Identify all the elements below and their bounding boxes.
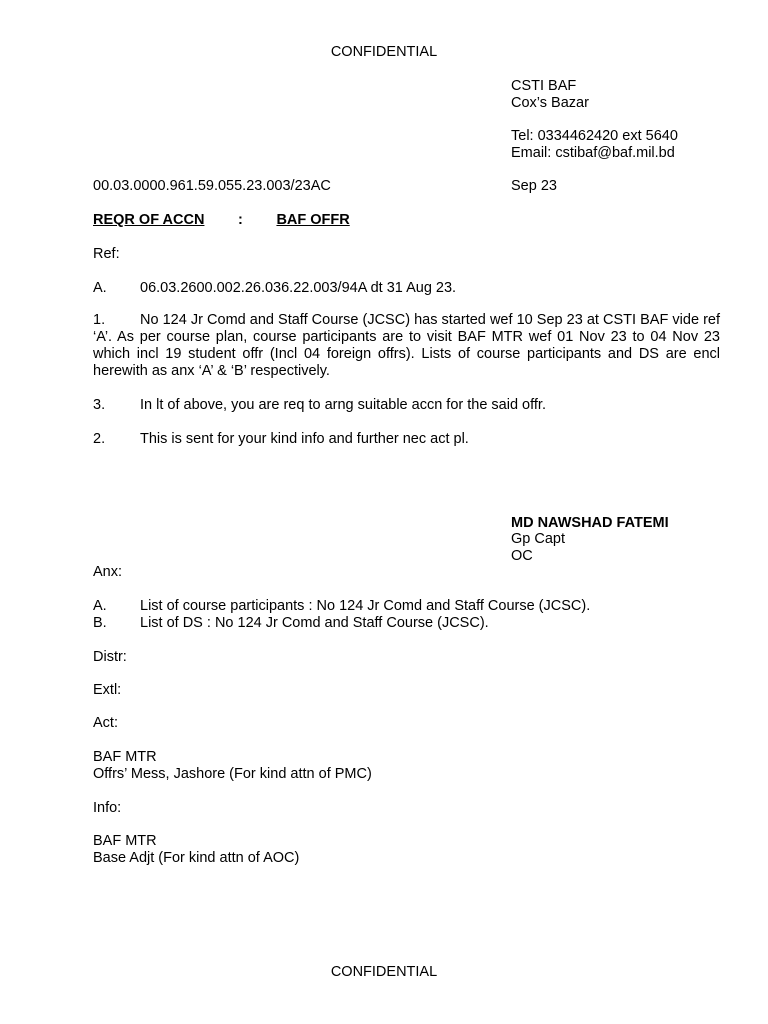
- paragraph-text: This is sent for your kind info and further nec act pl.: [140, 431, 469, 447]
- info-addressee: Base Adjt (For kind attn of AOC): [93, 850, 300, 866]
- info-addressee: BAF MTR: [93, 833, 157, 849]
- paragraph-number: 2.: [93, 431, 106, 447]
- body-paragraph-1: [93, 312, 720, 380]
- subject-line: [93, 212, 350, 229]
- annex-item-mark: B.: [93, 615, 107, 631]
- annex-label: Anx:: [93, 564, 123, 580]
- signatory-rank: Gp Capt: [511, 531, 565, 547]
- subject-left: REQR OF ACCN: [93, 212, 205, 228]
- annex-item: [93, 615, 489, 632]
- distribution-label: Distr:: [93, 649, 127, 665]
- classification-footer: CONFIDENTIAL: [330, 964, 438, 980]
- external-label: Extl:: [93, 682, 122, 698]
- ref-item-mark: A.: [93, 280, 107, 296]
- annex-item-text: List of course participants : No 124 Jr Comd and Staff Course (JCSC).: [140, 598, 591, 614]
- sender-location: Cox’s Bazar: [511, 95, 589, 111]
- action-addressee: Offrs’ Mess, Jashore (For kind attn of PMC): [93, 766, 372, 782]
- paragraph-number: 3.: [93, 397, 106, 413]
- sender-unit: CSTI BAF: [511, 78, 577, 94]
- paragraph-number: 1.: [93, 312, 106, 328]
- annex-item-mark: A.: [93, 598, 107, 614]
- info-label: Info:: [93, 800, 122, 816]
- paragraph-text: In lt of above, you are req to arng suitable accn for the said offr.: [140, 397, 546, 413]
- sender-tel: Tel: 0334462420 ext 5640: [511, 128, 678, 144]
- annex-item-text: List of DS : No 124 Jr Comd and Staff Course (JCSC).: [140, 615, 489, 631]
- subject-separator: :: [238, 212, 243, 228]
- signatory-name: MD NAWSHAD FATEMI: [511, 515, 669, 531]
- classification-header: CONFIDENTIAL: [330, 44, 438, 60]
- body-paragraph-3: [93, 397, 720, 414]
- letter-date: Sep 23: [511, 178, 557, 194]
- reference-number: 00.03.0000.961.59.055.23.003/23AC: [93, 178, 331, 194]
- body-paragraph-2: [93, 431, 720, 448]
- ref-item: [93, 280, 456, 297]
- action-label: Act:: [93, 715, 118, 731]
- paragraph-text: No 124 Jr Comd and Staff Course (JCSC) has started wef 10 Sep 23 at CSTI BAF vide ref ‘A’. As per course plan, course participants are to visit BAF MTR wef 01 Nov 23 to 04 Nov 23 which incl 19 student offr (Incl 04 foreign offrs). Lists of course participants and DS are encl herewith as anx ‘A’ & ‘B’ respectively.: [93, 312, 720, 379]
- annex-item: [93, 598, 590, 615]
- subject-right: BAF OFFR: [276, 212, 350, 228]
- ref-item-text: 06.03.2600.002.26.036.22.003/94A dt 31 Aug 23.: [140, 280, 457, 296]
- signatory-appointment: OC: [511, 548, 533, 564]
- ref-label: Ref:: [93, 246, 120, 262]
- action-addressee: BAF MTR: [93, 749, 157, 765]
- sender-email: Email: cstibaf@baf.mil.bd: [511, 145, 675, 161]
